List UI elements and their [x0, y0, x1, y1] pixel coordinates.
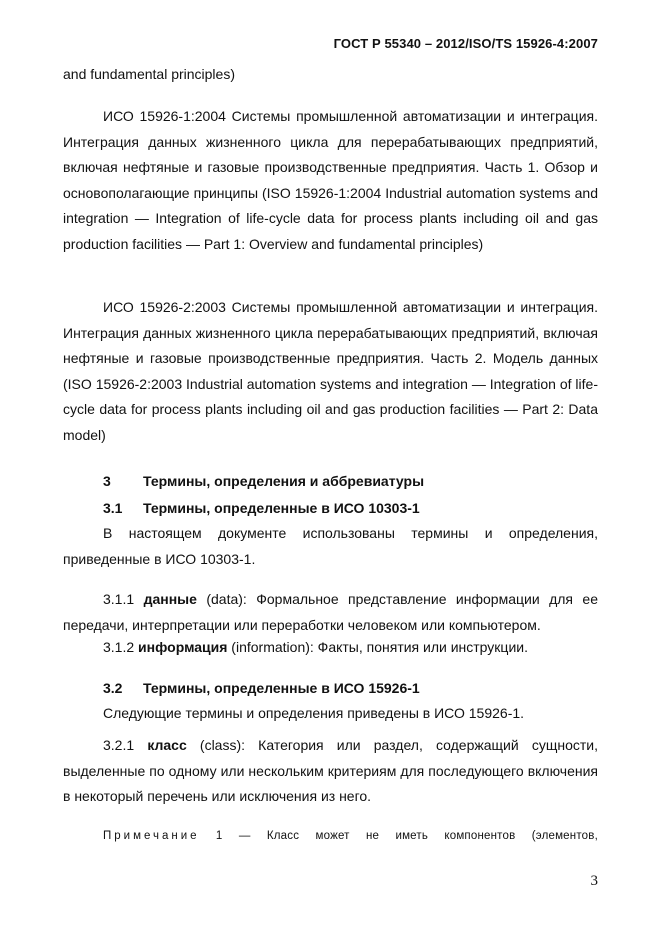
note-dash: —: [238, 830, 251, 842]
note-1: [63, 826, 598, 846]
section-number: 3: [103, 473, 111, 489]
term-name: класс: [147, 737, 187, 753]
intro-text: Следующие термины и определения приведены в ИСО 15926-1.: [103, 705, 525, 721]
section-heading-3-1: [63, 496, 598, 521]
term-3-1-2: [63, 635, 598, 661]
intro-text: В настоящем документе использованы термины и определения, приведенные в ИСО 10303-1.: [63, 525, 598, 567]
term-entry: [63, 635, 598, 661]
section-title: Термины, определения и аббревиатуры: [143, 473, 425, 489]
paragraph-text: and fundamental principles): [63, 66, 235, 82]
page-header: ГОСТ Р 55340 – 2012/ISO/TS 15926-4:2007: [333, 36, 598, 51]
section-title: Термины, определенные в ИСО 10303-1: [143, 500, 420, 516]
term-entry: [63, 587, 598, 638]
term-number: 3.2.1: [103, 737, 135, 753]
term-name: данные: [143, 591, 197, 607]
section-intro: [63, 521, 598, 572]
term-number: 3.1.2: [103, 639, 135, 655]
page-number: 3: [590, 873, 598, 889]
term-3-1-1: [63, 587, 598, 638]
note-number: 1: [215, 830, 223, 842]
note-text: [63, 826, 598, 846]
term-definition: (data): Формальное представление информации для ее передачи, интерпретации или переработки человеком или компьютером.: [63, 591, 598, 633]
section-number: 3.1: [103, 500, 123, 516]
term-3-2-1: [63, 733, 598, 810]
reference-text: ИСО 15926-1:2004 Системы промышленной автоматизации и интеграция. Интеграция данных жизненного цикла для перерабатывающих предприятий, включая нефтяные и газовые производственные предприятия. Часть 1. Обзор и основополагающие принципы (ISO 15926-1:2004 Industrial automation systems and integration — Integration of life-cycle data for process plants including oil and gas production facilities — Part 1: Overview and fundamental principles): [63, 108, 598, 252]
note-body: Класс может не иметь компонентов (элементов,: [266, 830, 598, 842]
note-label: Примечание: [103, 830, 200, 842]
section-title: Термины, определенные в ИСО 15926-1: [143, 680, 420, 696]
section-number: 3.2: [103, 680, 123, 696]
term-definition: (class): Категория или раздел, содержащий сущности, выделенные по одному или нескольким критериям для последующего включения в некоторый перечень или исключения из него.: [63, 737, 598, 804]
section-intro: [63, 701, 598, 727]
term-name: информация: [138, 639, 228, 655]
reference-iso-15926-1: [63, 104, 598, 257]
reference-text: ИСО 15926-2:2003 Системы промышленной автоматизации и интеграция. Интеграция данных жизненного цикла перерабатывающих предприятий, включая нефтяные и газовые производственные предприятия. Часть 2. Модель данных (ISO 15926-2:2003 Industrial automation systems and integration — Integration of life-cycle data for process plants including oil and gas production facilities — Part 2: Data model): [63, 299, 598, 443]
term-entry: [63, 733, 598, 810]
section-heading-3: [63, 469, 598, 494]
term-number: 3.1.1: [103, 591, 135, 607]
reference-iso-15926-2: [63, 295, 598, 448]
paragraph-continuation: [63, 62, 598, 88]
term-definition: (information): Факты, понятия или инструкции.: [227, 639, 528, 655]
section-heading-3-2: [63, 676, 598, 701]
